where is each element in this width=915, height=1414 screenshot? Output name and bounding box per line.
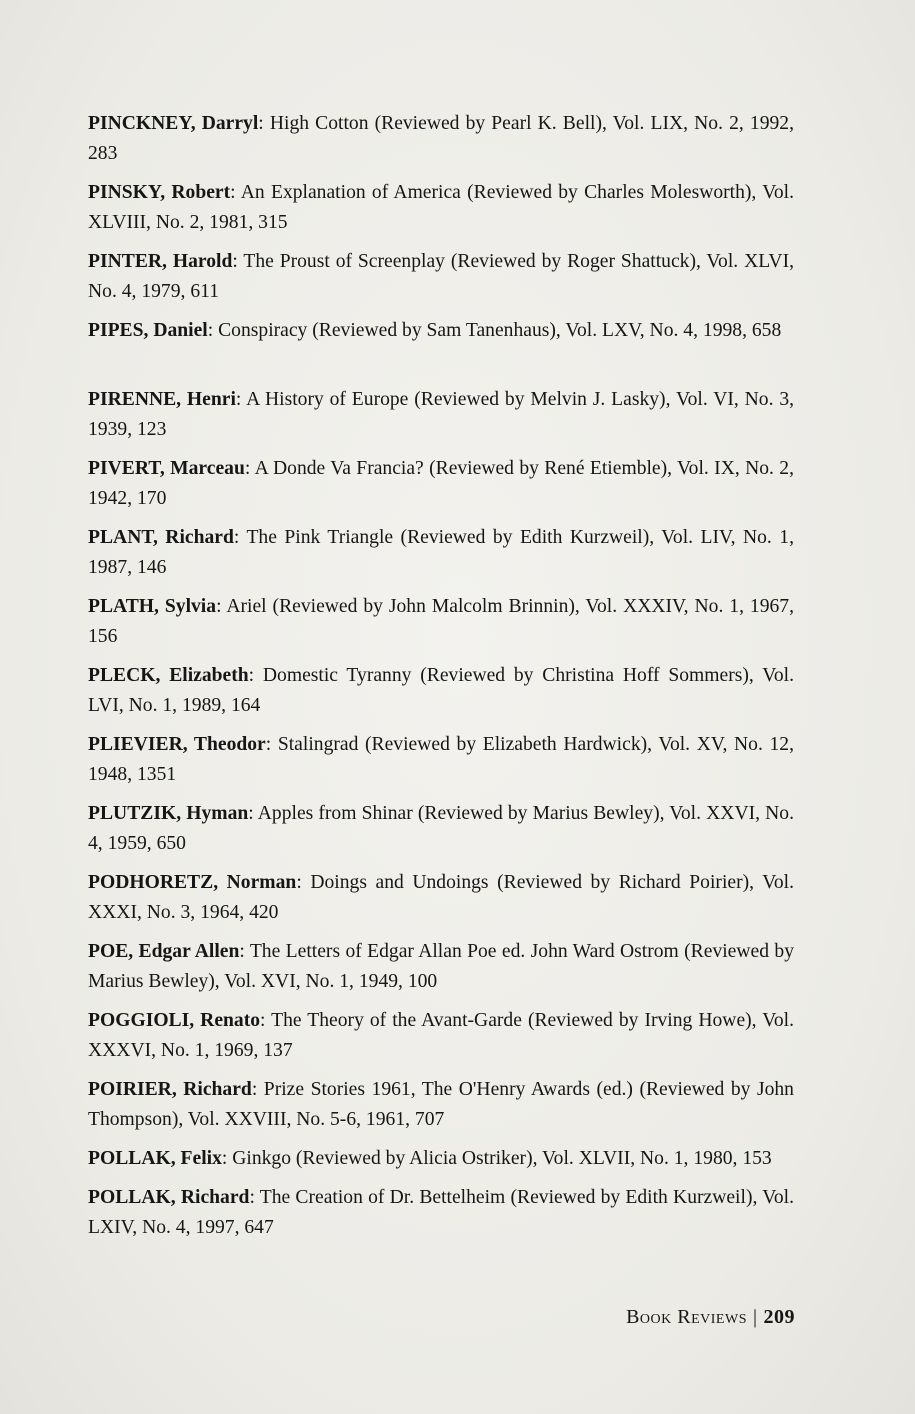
- entry-author: PLANT, Richard: [88, 527, 234, 548]
- entry-author: PLUTZIK, Hyman: [88, 803, 249, 824]
- entry-details: : The Theory of the Avant-Garde (Reviewed by Irving Howe), Vol. XXXVI, No. 1, 1969, 137: [88, 1010, 795, 1061]
- entry-author: PINCKNEY, Darryl: [88, 113, 259, 134]
- entry-author: POLLAK, Richard: [88, 1187, 250, 1208]
- entry-author: PINSKY, Robert: [88, 182, 231, 203]
- entry-details: : Ginkgo (Reviewed by Alicia Ostriker), Vol. XLVII, No. 1, 1980, 153: [221, 1148, 772, 1169]
- entry-author: PIRENNE, Henri: [88, 389, 236, 410]
- entry-author: POLLAK, Felix: [88, 1148, 222, 1169]
- index-entry: [88, 454, 794, 523]
- entry-details: : Ariel (Reviewed by John Malcolm Brinnin), Vol. XXXIV, No. 1, 1967, 156: [88, 596, 795, 647]
- entry-author: PLATH, Sylvia: [88, 596, 217, 617]
- entry-author: POGGIOLI, Renato: [88, 1010, 261, 1031]
- page-number: 209: [763, 1306, 795, 1328]
- entry-author: PIPES, Daniel: [88, 320, 208, 341]
- index-entry: [88, 868, 794, 937]
- entry-details: : Stalingrad (Reviewed by Elizabeth Hardwick), Vol. XV, No. 12, 1948, 1351: [88, 734, 794, 785]
- entry-details: : Domestic Tyranny (Reviewed by Christina Hoff Sommers), Vol. LVI, No. 1, 1989, 164: [88, 665, 794, 716]
- entry-author: POE, Edgar Allen: [88, 941, 240, 962]
- entry-author: PLECK, Elizabeth: [88, 665, 249, 686]
- index-entry: [88, 937, 794, 1006]
- index-entry: [88, 730, 794, 799]
- entry-details: : The Pink Triangle (Reviewed by Edith Kurzweil), Vol. LIV, No. 1, 1987, 146: [88, 527, 794, 578]
- entry-details: : Apples from Shinar (Reviewed by Marius Bewley), Vol. XXVI, No. 4, 1959, 650: [88, 803, 794, 854]
- entry-details: : The Creation of Dr. Bettelheim (Reviewed by Edith Kurzweil), Vol. LXIV, No. 4, 1997, 647: [88, 1187, 794, 1238]
- index-entry: [88, 385, 794, 454]
- index-entry: [88, 316, 794, 385]
- index-entry: [88, 592, 794, 661]
- entry-details: : High Cotton (Reviewed by Pearl K. Bell), Vol. LIX, No. 2, 1992, 283: [88, 113, 794, 164]
- entry-details: : A Donde Va Francia? (Reviewed by René Etiemble), Vol. IX, No. 2, 1942, 170: [88, 458, 795, 509]
- section-title: Book Reviews: [626, 1306, 747, 1328]
- index-entry: [88, 1006, 794, 1075]
- index-entry: [88, 523, 794, 592]
- running-footer: [626, 1306, 795, 1329]
- index-entry: [88, 1144, 794, 1183]
- index-entry: [88, 247, 794, 316]
- entry-details: : A History of Europe (Reviewed by Melvin J. Lasky), Vol. VI, No. 3, 1939, 123: [88, 389, 795, 440]
- entry-author: PODHORETZ, Norman: [88, 872, 297, 893]
- entry-details: : Prize Stories 1961, The O'Henry Awards (ed.) (Reviewed by John Thompson), Vol. XXVIII, No. 5-6, 1961, 707: [88, 1079, 794, 1130]
- index-entry: [88, 178, 794, 247]
- footer-separator: |: [752, 1306, 758, 1328]
- entry-details: : The Letters of Edgar Allan Poe ed. John Ward Ostrom (Reviewed by Marius Bewley), Vol. XVI, No. 1, 1949, 100: [88, 941, 794, 992]
- entry-details: : The Proust of Screenplay (Reviewed by Roger Shattuck), Vol. XLVI, No. 4, 1979, 611: [88, 251, 794, 302]
- index-entry: [88, 661, 794, 730]
- entry-author: POIRIER, Richard: [88, 1079, 252, 1100]
- index-entry: [88, 109, 794, 178]
- index-entry: [88, 1075, 794, 1144]
- index-entry: [88, 1183, 794, 1252]
- index-entry: [88, 799, 794, 868]
- entry-details: : Doings and Undoings (Reviewed by Richard Poirier), Vol. XXXI, No. 3, 1964, 420: [88, 872, 795, 923]
- entry-author: PLIEVIER, Theodor: [88, 734, 266, 755]
- entry-details: : Conspiracy (Reviewed by Sam Tanenhaus), Vol. LXV, No. 4, 1998, 658: [207, 320, 782, 341]
- entry-author: PIVERT, Marceau: [88, 458, 245, 479]
- entry-details: : An Explanation of America (Reviewed by Charles Molesworth), Vol. XLVIII, No. 2, 1981, 315: [88, 182, 794, 233]
- entry-author: PINTER, Harold: [88, 251, 233, 272]
- review-index-list: [88, 109, 794, 1252]
